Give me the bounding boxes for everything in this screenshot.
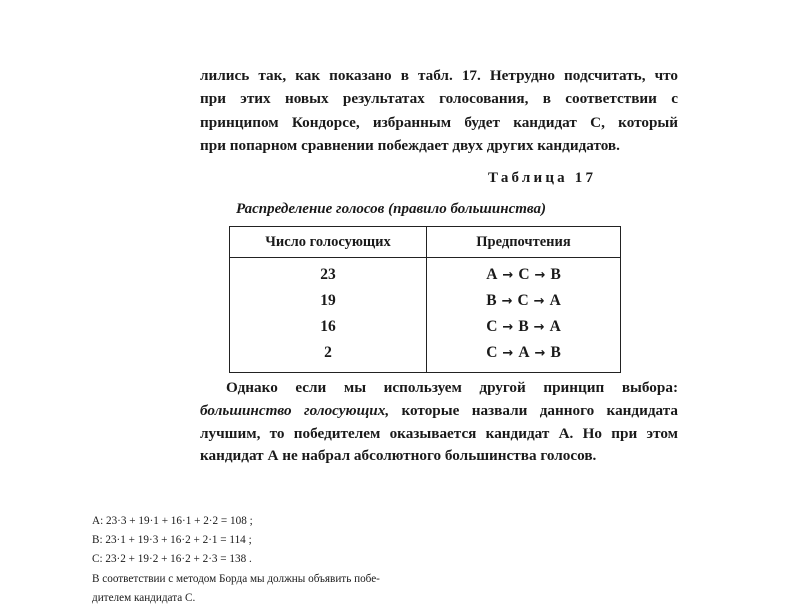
table-row (230, 288, 621, 314)
table-header-row (230, 227, 621, 258)
paragraph-bottom-text: которые назвали данного кандидата (389, 401, 678, 419)
candidate: A (549, 292, 561, 309)
table-title: Распределение голосов (правило большинства) (236, 201, 547, 217)
paragraph-bottom-line: Однако если мы используем другой принцип выбора: (226, 379, 678, 396)
table-caption: Таблица 17 (488, 170, 597, 186)
footnote-line: B: 23·1 + 19·3 + 16·2 + 2·1 = 114 ; (92, 534, 252, 547)
candidate: A (518, 344, 530, 361)
candidate: B (550, 344, 561, 361)
candidate: C (486, 344, 498, 361)
preference-cell (427, 258, 621, 289)
preference-cell (427, 340, 621, 373)
preference-cell (427, 288, 621, 314)
paragraph-bottom (200, 377, 678, 468)
arrow-right-icon: → (502, 268, 514, 283)
header-preferences: Предпочтения (427, 227, 621, 258)
arrow-right-icon: → (502, 320, 514, 335)
arrow-right-icon: → (534, 268, 546, 283)
candidate: B (550, 266, 561, 283)
paragraph-top-line: лились так, как показано в табл. 17. Нетрудно подсчитать, что (200, 67, 678, 84)
paragraph-bottom-line: лучшим, то победителем оказывается кандидат А. Но при этом (200, 424, 678, 442)
arrow-right-icon: → (502, 346, 514, 361)
paragraph-top-line: при попарном сравнении побеждает двух других кандидатов. (200, 137, 620, 155)
footnote-line: C: 23·2 + 19·2 + 16·2 + 2·3 = 138 . (92, 553, 252, 566)
arrow-right-icon: → (533, 320, 545, 335)
arrow-right-icon: → (533, 294, 545, 309)
candidate: B (518, 318, 529, 335)
candidate: B (486, 292, 497, 309)
paragraph-bottom-line: кандидат А не набрал абсолютного большинства голосов. (200, 447, 597, 465)
paragraph-top-line: при этих новых результатах голосования, в соответствии с (200, 90, 678, 108)
voter-count-cell: 19 (230, 288, 427, 314)
table-row (230, 340, 621, 373)
voter-count-cell: 16 (230, 314, 427, 340)
voter-count-cell: 2 (230, 340, 427, 373)
footnote-line: дителем кандидата С. (92, 591, 196, 604)
preference-cell (427, 314, 621, 340)
table-row (230, 258, 621, 289)
candidate: C (517, 292, 529, 309)
voter-count-cell: 23 (230, 258, 427, 289)
header-voter-count: Число голосующих (230, 227, 427, 258)
table-row (230, 314, 621, 340)
candidate: A (549, 318, 561, 335)
paragraph-top-line: принципом Кондорсе, избранным будет кандидат С, который (200, 113, 678, 131)
footnote (92, 512, 532, 608)
footnote-line: В соответствии с методом Борда мы должны объявить побе- (92, 572, 380, 585)
candidate: C (486, 318, 498, 335)
footnote-line: A: 23·3 + 19·1 + 16·1 + 2·2 = 108 ; (92, 515, 253, 527)
paragraph-bottom-line (200, 400, 678, 423)
arrow-right-icon: → (534, 346, 546, 361)
votes-table (229, 226, 621, 373)
candidate: C (518, 266, 530, 283)
paragraph-top (200, 64, 678, 158)
emphasis-text: большинство голосующих, (200, 401, 390, 419)
candidate: A (486, 266, 498, 283)
arrow-right-icon: → (501, 294, 513, 309)
